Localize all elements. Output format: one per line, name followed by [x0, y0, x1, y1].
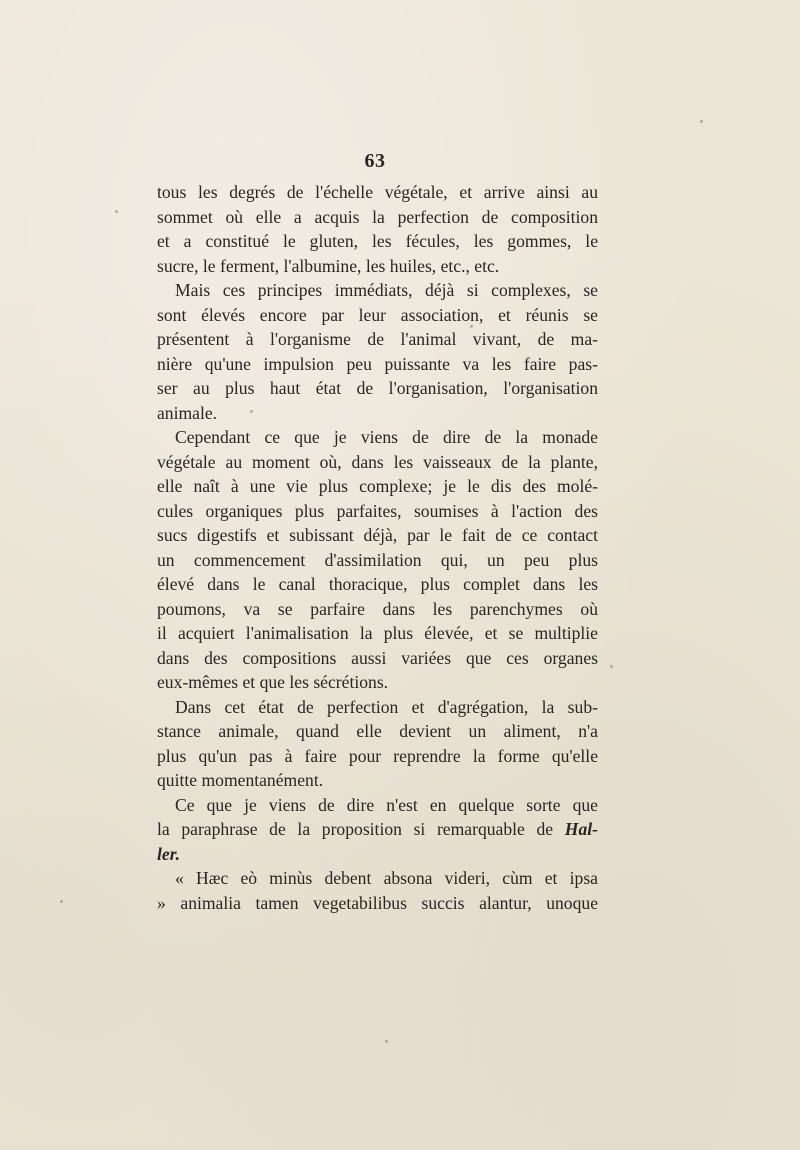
text-line	[157, 450, 598, 475]
text-line	[157, 376, 598, 401]
text-line	[157, 499, 598, 524]
text-line-content: » animalia tamen vegetabilibus succis alantur, unoque	[157, 892, 598, 913]
text-line-content: végétale au moment où, dans les vaisseaux de la plante,	[157, 451, 598, 472]
text-line	[157, 891, 598, 916]
text-line	[157, 695, 598, 720]
page-number: 63	[364, 150, 386, 172]
text-line-content: elle naît à une vie plus complexe; je le dis des molé-	[157, 476, 598, 496]
text-line-content: il acquiert l'animalisation la plus élevée, et se multiplie	[157, 623, 598, 643]
text-line-content: poumons, va se parfaire dans les parenchymes où	[157, 598, 598, 619]
text-line	[157, 254, 598, 279]
text-line-content: nière qu'une impulsion peu puissante va les faire pas-	[157, 353, 598, 374]
paper-speck	[115, 210, 118, 213]
text-line	[157, 205, 598, 230]
text-line	[157, 866, 598, 891]
text-line	[157, 817, 598, 842]
text-line-content: sont élevés encore par leur association, et réunis se	[157, 304, 598, 325]
text-line	[157, 670, 598, 695]
text-line-content: la paraphrase de la proposition si remarquable de	[157, 819, 554, 839]
text-line	[157, 327, 598, 352]
text-line	[157, 425, 598, 450]
text-line-content: sucs digestifs et subissant déjà, par le fait de ce contact	[157, 525, 598, 545]
italic-author-name: ler.	[157, 843, 180, 864]
text-line	[157, 352, 598, 377]
text-line-content: tous les degrés de l'échelle végétale, et arrive ainsi au	[157, 182, 598, 202]
paper-speck	[610, 665, 613, 668]
text-line-content: « Hæc eò minùs debent absona videri, cùm et ipsa	[175, 868, 598, 888]
text-line-content: quitte momentanément.	[157, 770, 324, 790]
text-line	[157, 474, 598, 499]
text-line	[157, 793, 598, 818]
text-line-content: et a constitué le gluten, les fécules, les gommes, le	[157, 231, 598, 251]
text-line	[157, 229, 598, 254]
text-line	[157, 278, 598, 303]
text-line	[157, 744, 598, 769]
text-line	[157, 768, 598, 793]
text-line	[157, 548, 598, 573]
text-line	[157, 303, 598, 328]
text-line-content: eux-mêmes et que les sécrétions.	[157, 672, 389, 692]
text-line-content: sucre, le ferment, l'albumine, les huiles, etc., etc.	[157, 255, 500, 276]
text-line	[157, 572, 598, 597]
paper-speck	[470, 325, 473, 328]
text-line	[157, 523, 598, 548]
paper-speck	[700, 120, 703, 123]
text-line-content: stance animale, quand elle devient un aliment, n'a	[157, 721, 598, 741]
text-line	[157, 597, 598, 622]
text-line-content: Ce que je viens de dire n'est en quelque sorte que	[175, 794, 598, 815]
text-line-content: ser au plus haut état de l'organisation, l'organisation	[157, 378, 598, 398]
body-text	[157, 180, 598, 915]
paper-speck	[385, 1040, 388, 1043]
text-line-content: sommet où elle a acquis la perfection de composition	[157, 206, 598, 227]
text-line-content: cules organiques plus parfaites, soumises à l'action des	[157, 500, 598, 521]
text-line	[157, 621, 598, 646]
text-line	[157, 180, 598, 205]
text-line-content: animale.	[157, 402, 218, 423]
text-line-content: Dans cet état de perfection et d'agrégation, la sub-	[175, 696, 598, 717]
text-line-content: dans des compositions aussi variées que ces organes	[157, 647, 598, 668]
text-line-content: présentent à l'organisme de l'animal vivant, de ma-	[157, 329, 598, 349]
text-line	[157, 842, 598, 867]
text-line-content: Cependant ce que je viens de dire de la monade	[175, 427, 598, 447]
paper-speck	[60, 900, 63, 903]
text-line	[157, 401, 598, 426]
text-line	[157, 719, 598, 744]
text-line	[157, 646, 598, 671]
paper-speck	[250, 410, 253, 413]
text-line-content: plus qu'un pas à faire pour reprendre la forme qu'elle	[157, 745, 598, 766]
text-line-content: Mais ces principes immédiats, déjà si complexes, se	[175, 280, 598, 300]
text-line-content: élevé dans le canal thoracique, plus complet dans les	[157, 574, 598, 594]
text-line-content: un commencement d'assimilation qui, un peu plus	[157, 549, 598, 570]
italic-author-name: Hal-	[564, 819, 598, 839]
